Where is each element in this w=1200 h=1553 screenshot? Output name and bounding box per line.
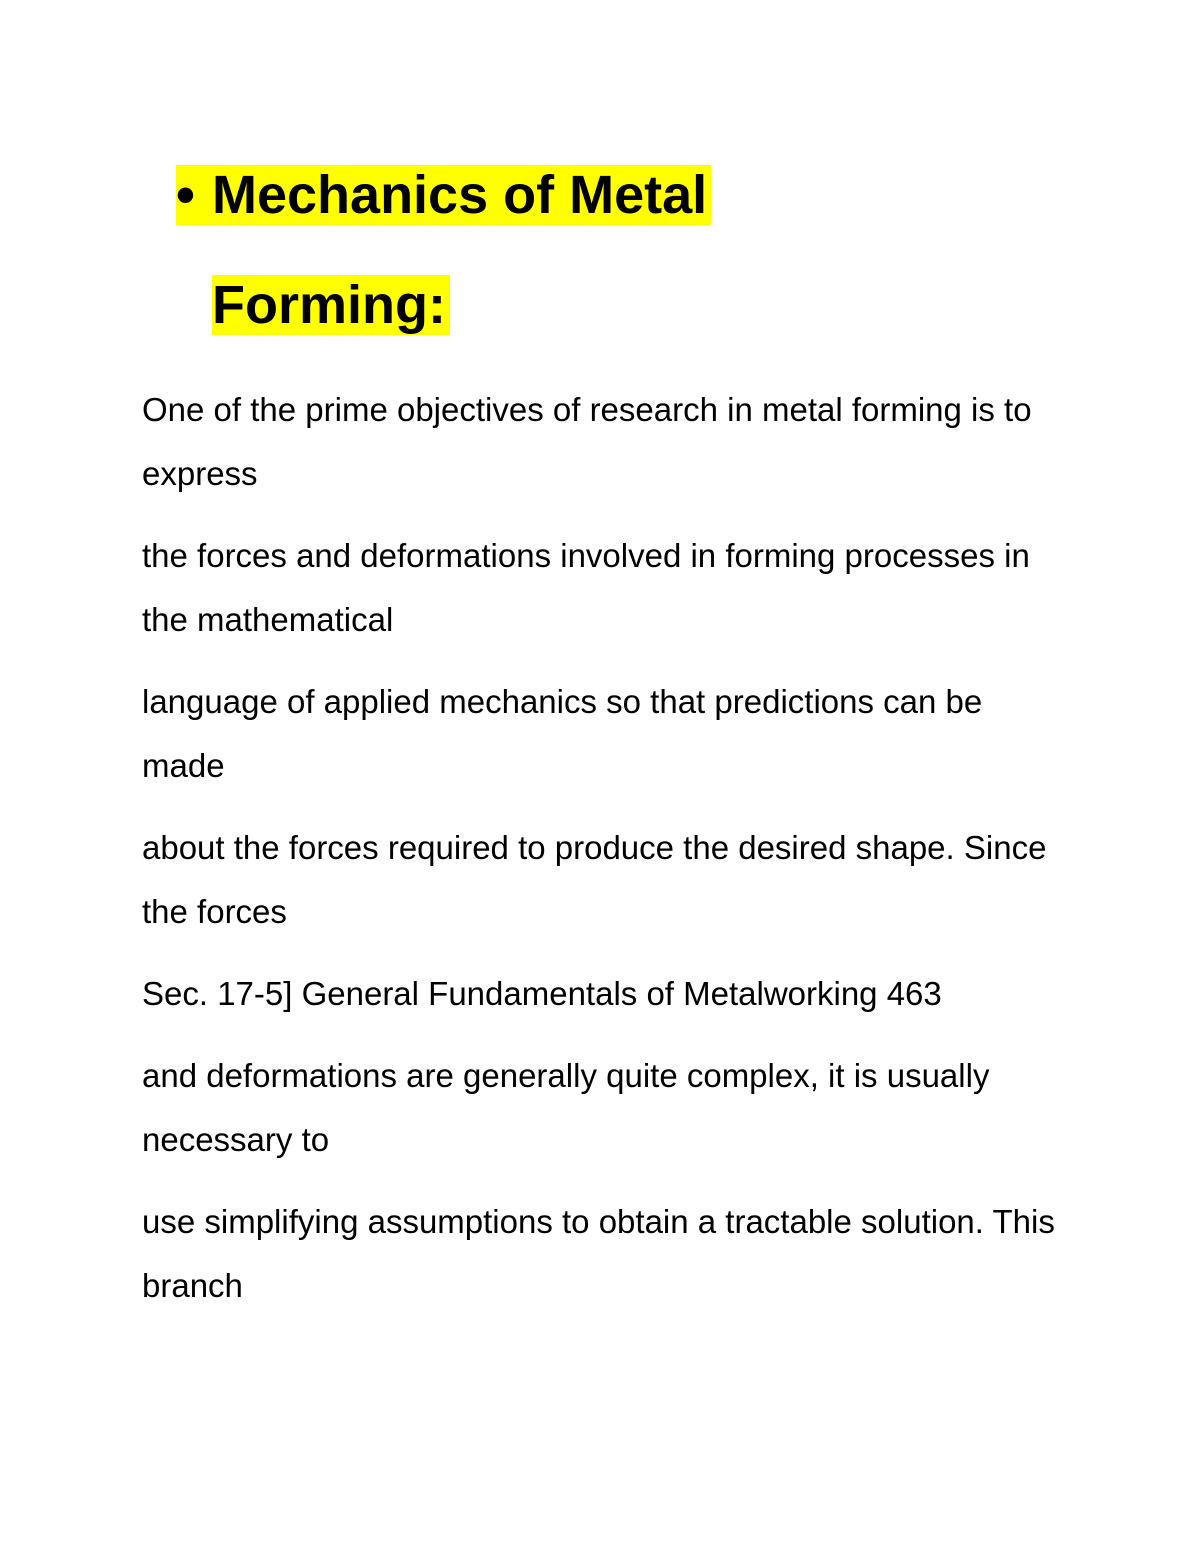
paragraph: use simplifying assumptions to obtain a tractable solution. This branch	[142, 1203, 1055, 1304]
section-heading	[176, 140, 876, 360]
paragraph: Sec. 17-5] General Fundamentals of Metalworking 463	[142, 975, 942, 1012]
heading-text-line-2: Forming:	[212, 275, 450, 335]
paragraph: about the forces required to produce the desired shape. Since the forces	[142, 829, 1047, 930]
heading-line-1	[176, 140, 876, 250]
paragraph: the forces and deformations involved in forming processes in the mathematical	[142, 537, 1030, 638]
body-text	[142, 378, 1062, 1336]
paragraph: and deformations are generally quite complex, it is usually necessary to	[142, 1057, 990, 1158]
heading-text-line-1: Mechanics of Metal	[212, 165, 708, 225]
paragraph: One of the prime objectives of research in metal forming is to express	[142, 391, 1032, 492]
paragraph: language of applied mechanics so that predictions can be made	[142, 683, 983, 784]
bullet-icon: •	[176, 165, 195, 225]
heading-line-2	[176, 250, 876, 360]
